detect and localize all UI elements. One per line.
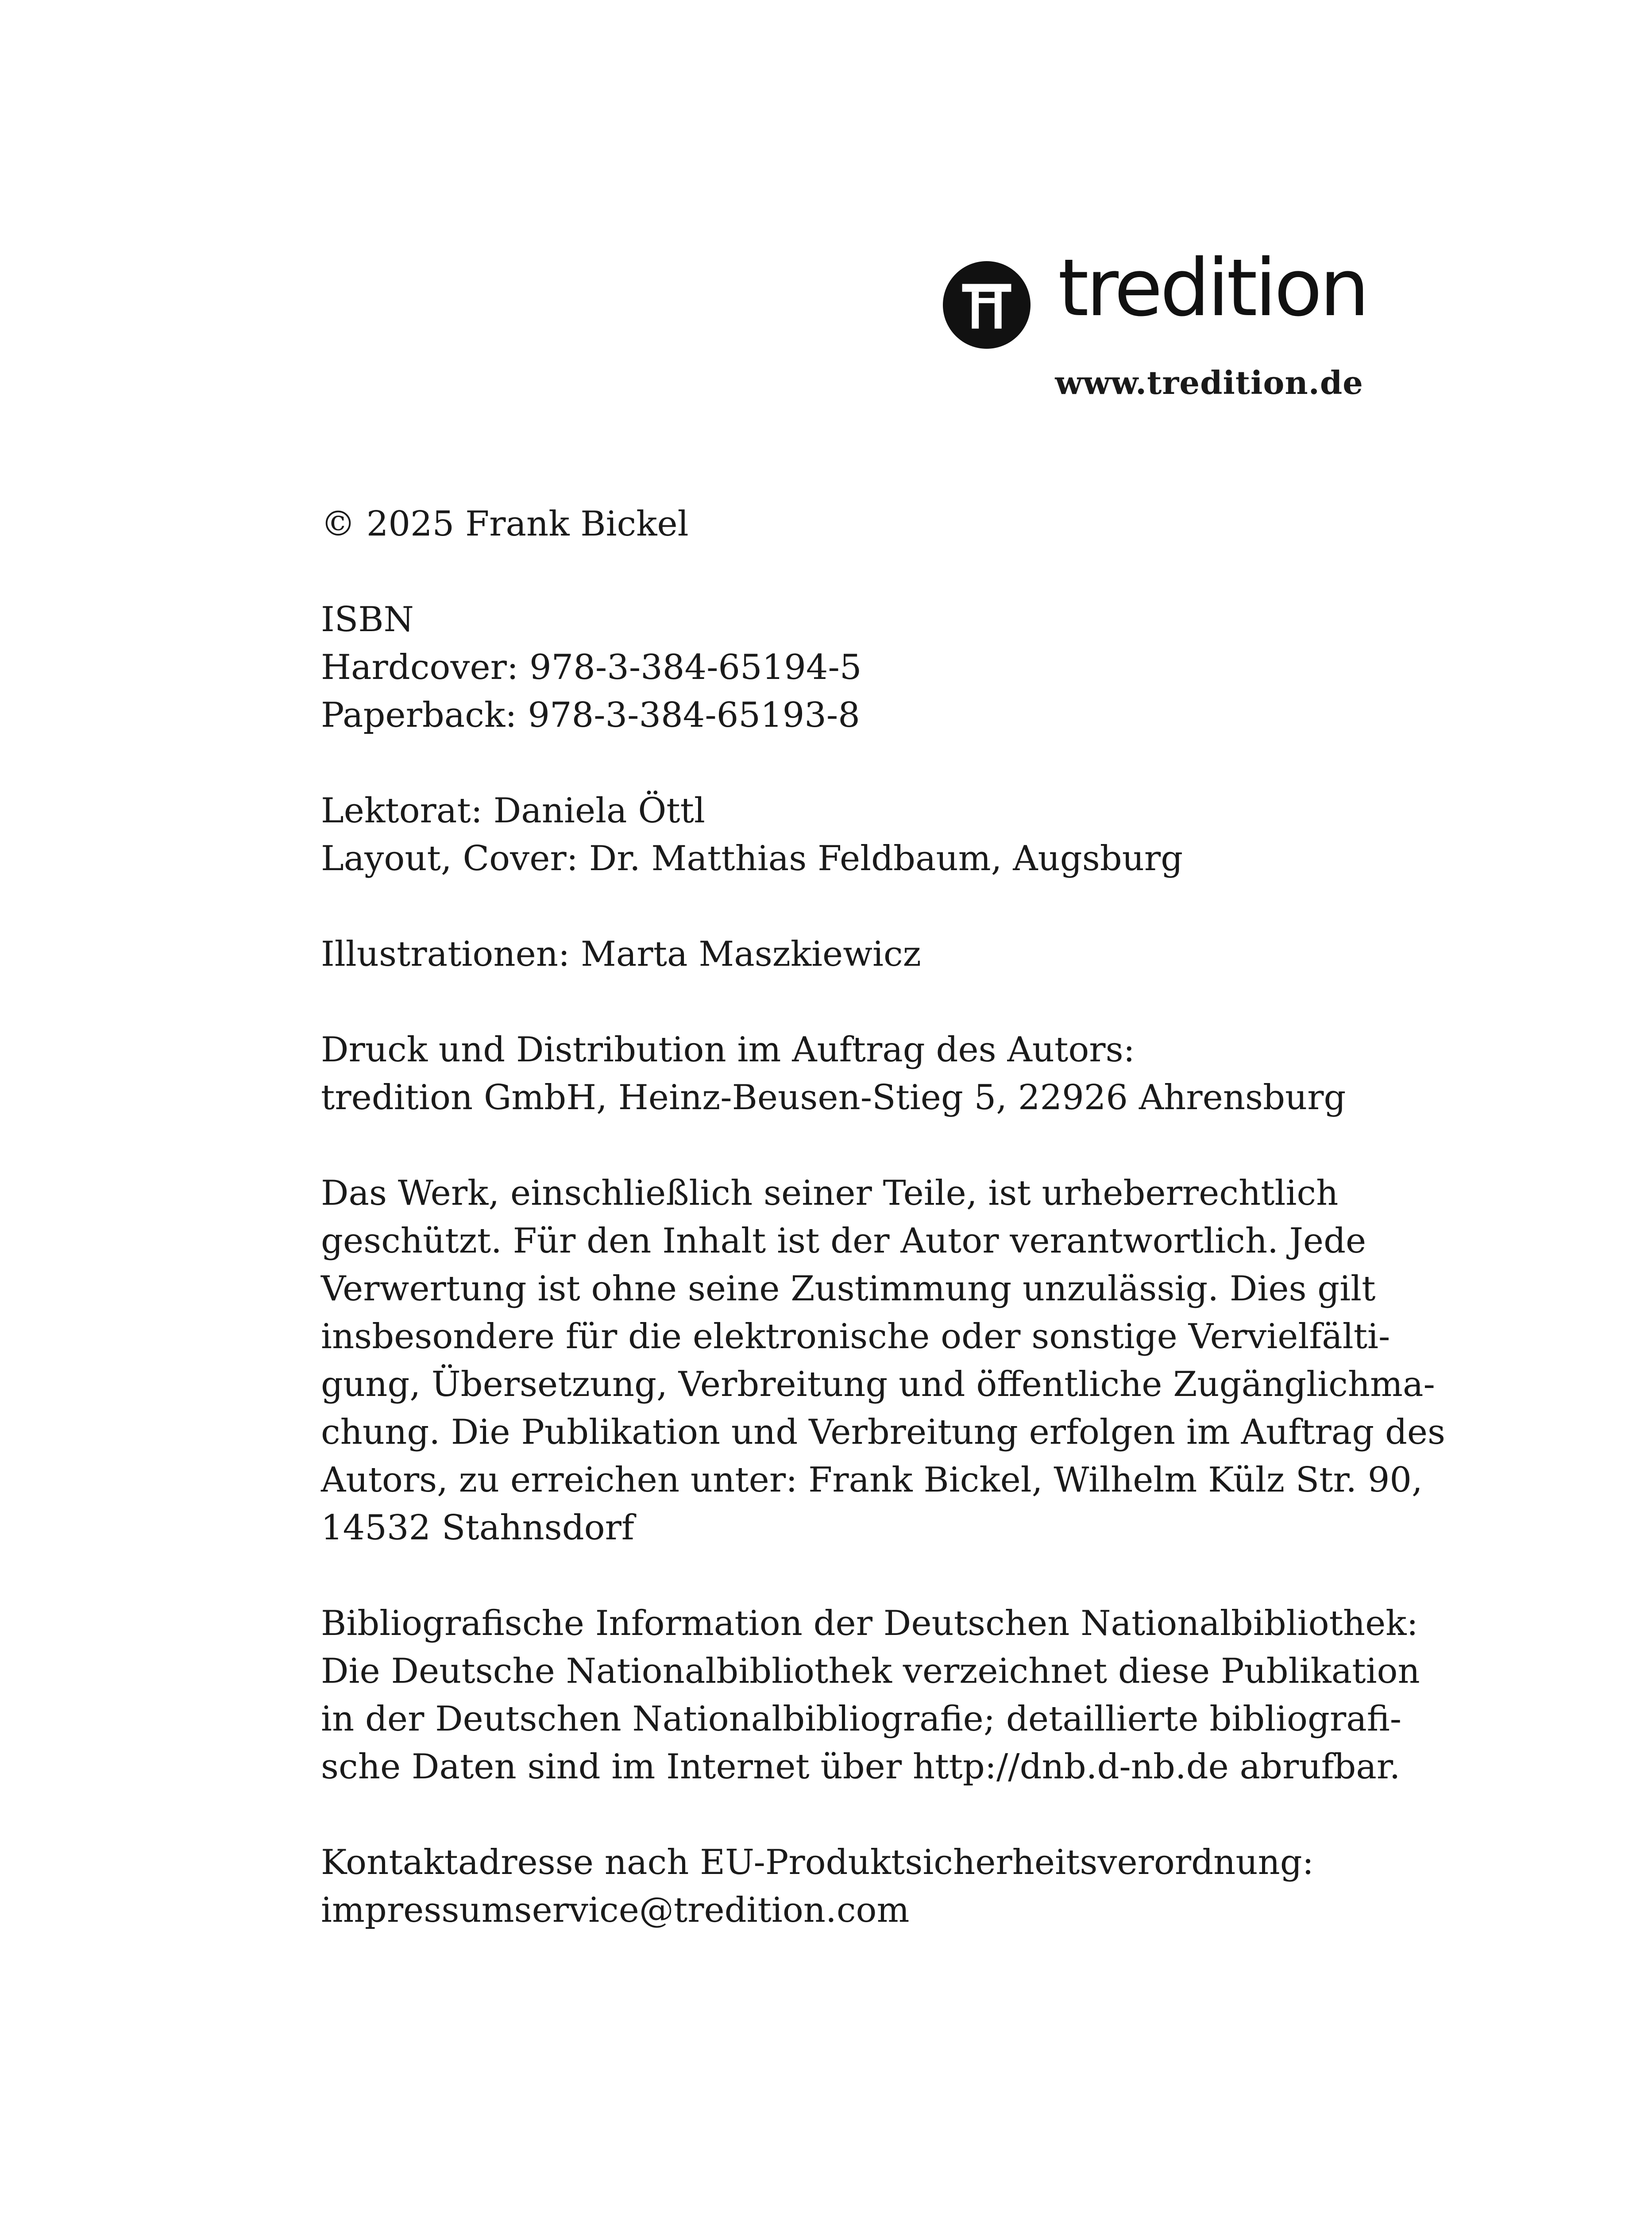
druck-line: tredition GmbH, Heinz-Beusen-Stieg 5, 22926 Ahrensburg: [321, 1078, 1346, 1118]
editorial-credits: [321, 787, 1410, 883]
rights-line: 14532 Stahnsdorf: [321, 1508, 634, 1548]
rights-line: Verwertung ist ohne seine Zustimmung unzulässig. Dies gilt: [321, 1269, 1376, 1309]
isbn-block: [321, 596, 1410, 739]
druck-line: Druck und Distribution im Auftrag des Autors:: [321, 1030, 1135, 1070]
dnb-line: Die Deutsche Nationalbibliothek verzeichnet diese Publikation: [321, 1651, 1420, 1691]
lektorat-credit: Lektorat: Daniela Öttl: [321, 791, 705, 831]
illustrationen-credit: Illustrationen: Marta Maszkiewicz: [321, 934, 921, 974]
print-distribution-block: [321, 1026, 1410, 1122]
publisher-logo: [943, 242, 1367, 407]
tredition-logo-icon: [943, 261, 1031, 349]
illustration-credits: [321, 930, 1410, 978]
dnb-notice: [321, 1600, 1420, 1791]
rights-line: Das Werk, einschließlich seiner Teile, ist urheberrechtlich: [321, 1173, 1339, 1213]
rights-line: Autors, zu erreichen unter: Frank Bickel, Wilhelm Külz Str. 90,: [321, 1460, 1423, 1500]
imprint-content: [321, 500, 1446, 1982]
rights-notice: [321, 1169, 1446, 1552]
contact-heading: Kontaktadresse nach EU-Produktsicherheitsverordnung:: [321, 1843, 1314, 1882]
contact-block: [321, 1839, 1410, 1934]
rights-line: geschützt. Für den Inhalt ist der Autor verantwortlich. Jede: [321, 1221, 1366, 1261]
isbn-hardcover: Hardcover: 978-3-384-65194-5: [321, 648, 862, 687]
isbn-paperback: Paperback: 978-3-384-65193-8: [321, 695, 860, 735]
rights-line: chung. Die Publikation und Verbreitung erfolgen im Auftrag des: [321, 1412, 1446, 1452]
publisher-name: tredition: [1058, 242, 1367, 334]
rights-line: insbesondere für die elektronische oder sonstige Vervielfälti-: [321, 1317, 1390, 1357]
publisher-url[interactable]: www.tredition.de: [1055, 364, 1363, 401]
rights-line: gung, Übersetzung, Verbreitung und öffentliche Zugänglichma-: [321, 1365, 1435, 1404]
dnb-line: in der Deutschen Nationalbibliografie; detaillierte bibliografi-: [321, 1699, 1402, 1739]
layout-credit: Layout, Cover: Dr. Matthias Feldbaum, Augsburg: [321, 839, 1183, 879]
copyright-line: © 2025 Frank Bickel: [321, 504, 689, 544]
isbn-heading: ISBN: [321, 600, 414, 640]
contact-email[interactable]: impressumservice@tredition.com: [321, 1890, 910, 1930]
dnb-line: Bibliografische Information der Deutschen Nationalbibliothek:: [321, 1604, 1418, 1643]
dnb-line: sche Daten sind im Internet über http://dnb.d-nb.de abrufbar.: [321, 1747, 1401, 1787]
copyright-block: [321, 500, 1410, 548]
